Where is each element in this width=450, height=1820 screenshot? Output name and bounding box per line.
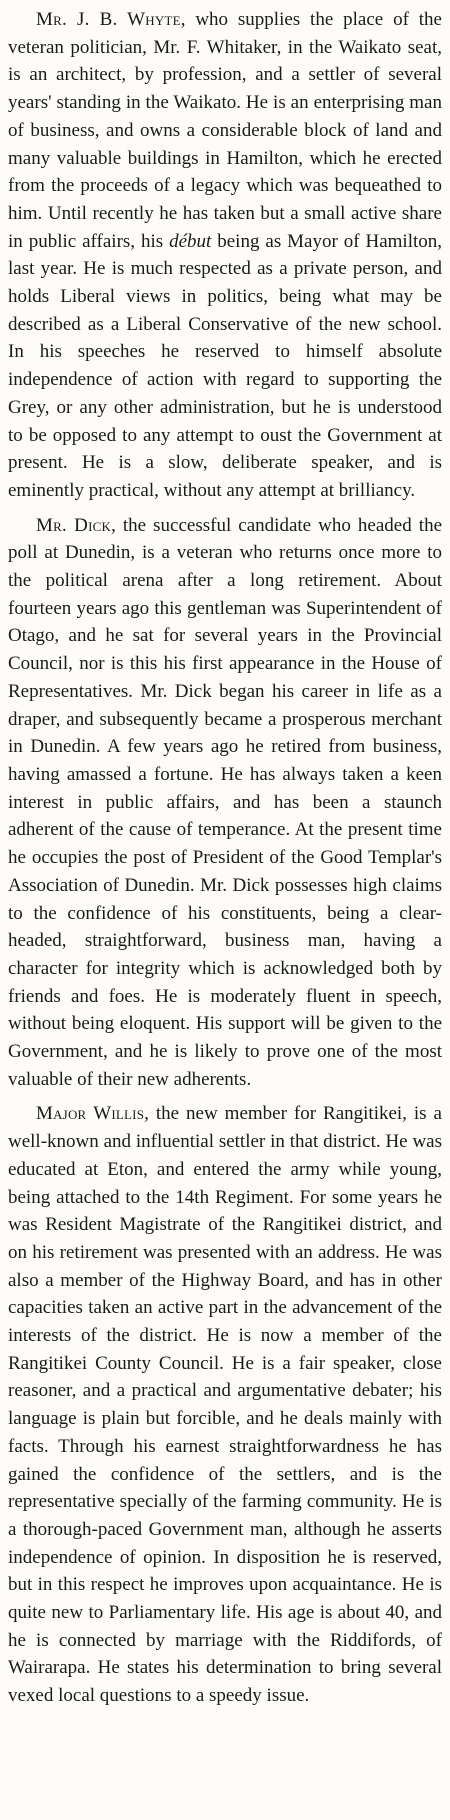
subject-name: Mr. Dick <box>36 514 112 536</box>
subject-name: Major Willis <box>36 1103 145 1125</box>
article-paragraph-whyte <box>8 6 442 505</box>
subject-name: Mr. J. B. Whyte <box>36 9 181 30</box>
paragraph-text: , the new member for Rangitikei, is a well-known and influential settler in that district. He was educated at Eton, and entered the army while young, being attached to the 14th Regiment. For some years he was Resident Magistrate of the Rangitikei district, and on his retirement was presented with an address. He was also a member of the Highway Board, and has in other capacities taken an active part in the advancement of the interests of the district. He is now a member of the Rangitikei County Council. He is a fair speaker, close reasoner, and a practical and argumentative debater; his language is plain but forcible, and he deals mainly with facts. Through his earnest straightforwardness he has gained the confidence of the settlers, and is the representative specially of the farming community. He is a thorough-paced Government man, although he asserts independence of opinion. In disposition he is reserved, but in this respect he improves upon acquaintance. He is quite new to Parliamentary life. His age is about 40, and he is connected by marriage with the Riddifords, of Wairarapa. He states his determination to bring several vexed local questions to a speedy issue. <box>8 1103 442 1707</box>
paragraph-text: being as Mayor of Hamilton, last year. He is much respected as a private person, and holds Liberal views in politics, being what may be described as a Liberal Conservative of the new school. In his speeches he reserved to himself absolute independence of action with regard to supporting the Grey, or any other administration, but he is understood to be opposed to any attempt to oust the Government at present. He is a slow, deliberate speaker, and is eminently practical, without any attempt at brilliancy. <box>8 230 442 501</box>
paragraph-text: , the successful candidate who headed the poll at Dunedin, is a veteran who returns once more to the political arena after a long retirement. About fourteen years ago this gentleman was Superintendent of Otago, and he sat for several years in the Provincial Council, nor is this his first appearance in the House of Representatives. Mr. Dick began his career in life as a draper, and subsequently became a prosperous merchant in Dunedin. A few years ago he retired from business, having amassed a fortune. He has always taken a keen interest in public affairs, and has been a staunch adherent of the cause of temperance. At the present time he occupies the post of President of the Good Templar's Association of Dunedin. Mr. Dick possesses high claims to the confidence of his constituents, being a clear-headed, straightforward, business man, having a character for integrity which is acknowledged both by friends and foes. He is moderately fluent in speech, without being eloquent. His support will be given to the Government, and he is likely to prove one of the most valuable of their new adherents. <box>8 514 443 1090</box>
article-paragraph-dick <box>8 512 442 1094</box>
italic-term: début <box>169 230 212 252</box>
paragraph-text: , who supplies the place of the veteran politician, Mr. F. Whitaker, in the Waikato seat, is an architect, by profession, and a settler of several years' standing in the Waikato. He is an enterprising man of business, and owns a considerable block of land and many valuable buildings in Hamilton, which he erected from the proceeds of a legacy which was bequeathed to him. Until recently he has taken but a small active share in public affairs, his <box>8 9 442 252</box>
article-paragraph-willis <box>8 1100 442 1709</box>
